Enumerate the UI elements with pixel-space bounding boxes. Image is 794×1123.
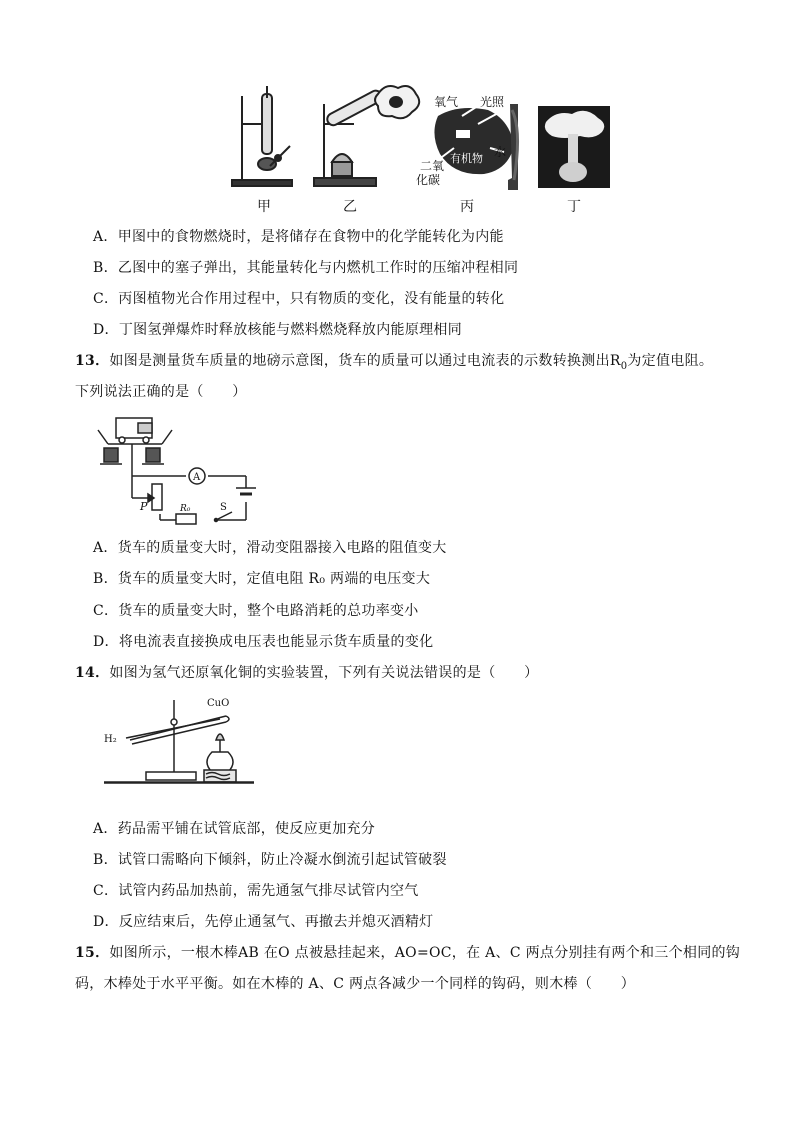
q12-option-d: D．丁图氢弹爆炸时释放核能与燃料燃烧释放内能原理相同 bbox=[93, 322, 463, 338]
q12-figures bbox=[228, 84, 618, 194]
q13-stem-line1 bbox=[75, 351, 713, 377]
q14-option-a: A．药品需平铺在试管底部，使反应更加充分 bbox=[93, 821, 376, 837]
q13-option-c: C．货车的质量变大时，整个电路消耗的总功率变小 bbox=[93, 603, 419, 619]
figure-label-bing: 丙 bbox=[460, 199, 474, 215]
q12-figures-svg bbox=[228, 84, 618, 194]
q14-option-b: B．试管口需略向下倾斜，防止冷凝水倒流引起试管破裂 bbox=[93, 852, 447, 868]
q12-option-b: B．乙图中的塞子弹出，其能量转化与内燃机工作时的压缩冲程相同 bbox=[93, 260, 519, 276]
q12-option-c: C．丙图植物光合作用过程中，只有物质的变化，没有能量的转化 bbox=[93, 291, 505, 307]
q14-option-c: C．试管内药品加热前，需先通氢气排尽试管内空气 bbox=[93, 883, 419, 899]
q13-stem-text-end: 为定值电阻。 bbox=[627, 353, 714, 369]
q13-stem-text: 如图是测量货车质量的地磅示意图，货车的质量可以通过电流表的示数转换测出R bbox=[109, 353, 621, 369]
q14-apparatus-svg bbox=[104, 694, 254, 786]
q12-option-a: A．甲图中的食物燃烧时，是将储存在食物中的化学能转化为内能 bbox=[93, 229, 504, 245]
figure-jia-apparatus bbox=[232, 86, 292, 186]
q15-stem-text: 如图所示，一根木棒AB 在O 点被悬挂起来，AO=OC，在 A、C 两点分别挂有两个和三个相同的钩 bbox=[109, 945, 741, 961]
figure-yi-apparatus bbox=[314, 86, 419, 186]
figure-label-ding: 丁 bbox=[567, 199, 581, 215]
figure-label-yi: 乙 bbox=[343, 199, 357, 215]
cuo-label: CuO bbox=[207, 698, 230, 709]
q15-number: 15． bbox=[75, 945, 110, 961]
q14-option-d: D．反应结束后，先停止通氢气、再撤去并熄灭酒精灯 bbox=[93, 914, 434, 930]
h2-label: H₂ bbox=[104, 734, 117, 745]
q13-stem-subscript: 0 bbox=[620, 360, 628, 372]
figure-ding-photo bbox=[538, 106, 610, 188]
slider-p-label: P bbox=[140, 500, 148, 513]
label-organic: 有机物 bbox=[450, 152, 483, 165]
q13-number: 13． bbox=[75, 353, 110, 369]
label-co2-b: 化碳 bbox=[416, 173, 441, 187]
q14-stem-text: 如图为氢气还原氧化铜的实验装置，下列有关说法错误的是（ ） bbox=[109, 665, 539, 681]
q14-stem bbox=[75, 663, 538, 683]
label-light: 光照 bbox=[480, 95, 505, 109]
figure-bing-diagram bbox=[416, 94, 518, 190]
q14-apparatus-figure bbox=[104, 694, 254, 786]
q15-stem-line1 bbox=[75, 943, 740, 963]
label-water: 水 bbox=[494, 145, 507, 159]
figure-label-jia: 甲 bbox=[257, 199, 271, 215]
q13-circuit-svg bbox=[96, 414, 266, 528]
switch-s-label: S bbox=[220, 502, 227, 513]
label-co2-a: 二氧 bbox=[420, 159, 445, 173]
q13-stem-line2: 下列说法正确的是（ ） bbox=[75, 384, 247, 400]
label-oxygen: 氧气 bbox=[434, 95, 459, 109]
resistor-r0-label: R₀ bbox=[180, 504, 191, 514]
q13-option-d: D．将电流表直接换成电压表也能显示货车质量的变化 bbox=[93, 634, 434, 650]
q13-option-b: B．货车的质量变大时，定值电阻 R₀ 两端的电压变大 bbox=[93, 571, 431, 587]
q15-stem-line2: 码，木棒处于水平平衡。如在木棒的 A、C 两点各减少一个同样的钩码，则木棒（ ） bbox=[75, 976, 636, 992]
q13-circuit-figure bbox=[96, 414, 266, 528]
q14-number: 14． bbox=[75, 665, 110, 681]
ammeter-label: A bbox=[193, 472, 201, 483]
q13-option-a: A．货车的质量变大时，滑动变阻器接入电路的阻值变大 bbox=[93, 540, 447, 556]
